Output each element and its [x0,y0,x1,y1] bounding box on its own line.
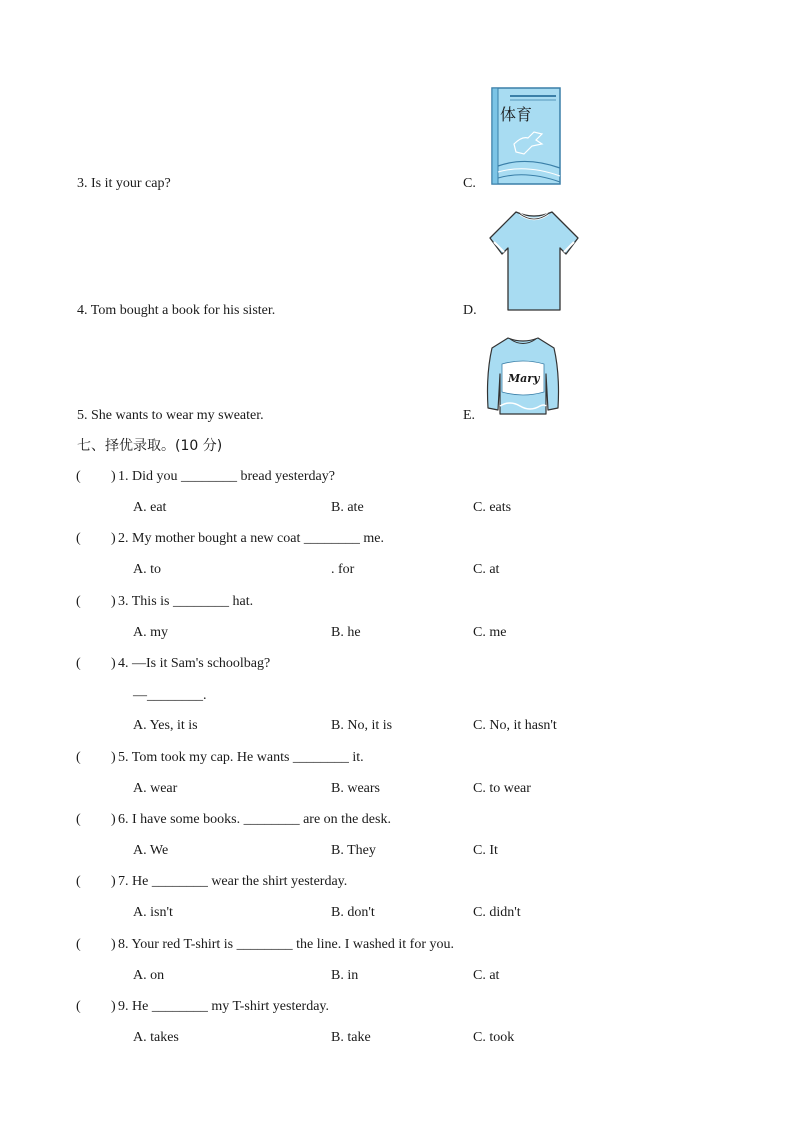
question-stem: 9. He ________ my T-shirt yesterday. [118,999,330,1014]
option-b[interactable]: B. don't [331,905,375,920]
answer-bracket-close: ) [111,812,116,827]
matching-letter-d: D. [463,303,477,318]
option-a[interactable]: A. wear [133,781,178,796]
question-answer-line: —________. [133,688,207,703]
pe-textbook-picture [490,86,564,186]
option-a[interactable]: A. on [133,968,165,983]
answer-bracket-open[interactable]: ( [76,469,81,484]
option-a[interactable]: A. to [133,562,161,577]
question-stem: 4. —Is it Sam's schoolbag? [118,656,271,671]
question-stem: 3. This is ________ hat. [118,594,254,609]
answer-bracket-close: ) [111,937,116,952]
option-b[interactable]: B. No, it is [331,718,393,733]
answer-bracket-open[interactable]: ( [76,874,81,889]
option-b[interactable]: B. he [331,625,361,640]
option-c[interactable]: C. me [473,625,507,640]
question-stem: 7. He ________ wear the shirt yesterday. [118,874,348,889]
answer-bracket-close: ) [111,656,116,671]
question-stem: 1. Did you ________ bread yesterday? [118,469,335,484]
answer-bracket-close: ) [111,531,116,546]
matching-question-4: 4. Tom bought a book for his sister. [77,303,276,318]
answer-bracket-close: ) [111,999,116,1014]
option-c[interactable]: C. eats [473,500,512,515]
answer-bracket-open[interactable]: ( [76,937,81,952]
answer-bracket-close: ) [111,469,116,484]
question-stem: 8. Your red T-shirt is ________ the line. I washed it for you. [118,937,454,952]
option-b[interactable]: B. ate [331,500,364,515]
option-b[interactable]: B. in [331,968,359,983]
answer-bracket-open[interactable]: ( [76,594,81,609]
sweater-name-text: Mary [508,372,540,385]
pe-textbook-title: 体育 [500,105,533,124]
option-c[interactable]: C. at [473,562,500,577]
question-stem: 2. My mother bought a new coat ________ me. [118,531,384,546]
question-stem: 6. I have some books. ________ are on the desk. [118,812,391,827]
matching-letter-e: E. [463,408,476,423]
option-c[interactable]: C. to wear [473,781,531,796]
answer-bracket-open[interactable]: ( [76,999,81,1014]
option-b[interactable]: B. wears [331,781,380,796]
answer-bracket-close: ) [111,750,116,765]
option-a[interactable]: A. takes [133,1030,179,1045]
question-stem: 5. Tom took my cap. He wants ________ it. [118,750,364,765]
sweater-picture [484,334,562,420]
answer-bracket-open[interactable]: ( [76,656,81,671]
answer-bracket-open[interactable]: ( [76,812,81,827]
matching-question-3: 3. Is it your cap? [77,176,171,191]
answer-bracket-close: ) [111,594,116,609]
option-b[interactable]: B. take [331,1030,371,1045]
option-c[interactable]: C. at [473,968,500,983]
option-c[interactable]: C. took [473,1030,515,1045]
option-a[interactable]: A. We [133,843,169,858]
option-c[interactable]: C. No, it hasn't [473,718,557,733]
answer-bracket-close: ) [111,874,116,889]
option-a[interactable]: A. eat [133,500,167,515]
option-a[interactable]: A. my [133,625,168,640]
section-heading: 七、择优录取。(10 分) [77,438,223,454]
option-c[interactable]: C. It [473,843,498,858]
option-b[interactable]: B. They [331,843,376,858]
matching-question-5: 5. She wants to wear my sweater. [77,408,264,423]
answer-bracket-open[interactable]: ( [76,531,81,546]
option-c[interactable]: C. didn't [473,905,521,920]
option-a[interactable]: A. isn't [133,905,173,920]
tshirt-picture [486,208,582,314]
option-b[interactable]: . for [331,562,355,577]
matching-letter-c: C. [463,176,476,191]
answer-bracket-open[interactable]: ( [76,750,81,765]
option-a[interactable]: A. Yes, it is [133,718,198,733]
